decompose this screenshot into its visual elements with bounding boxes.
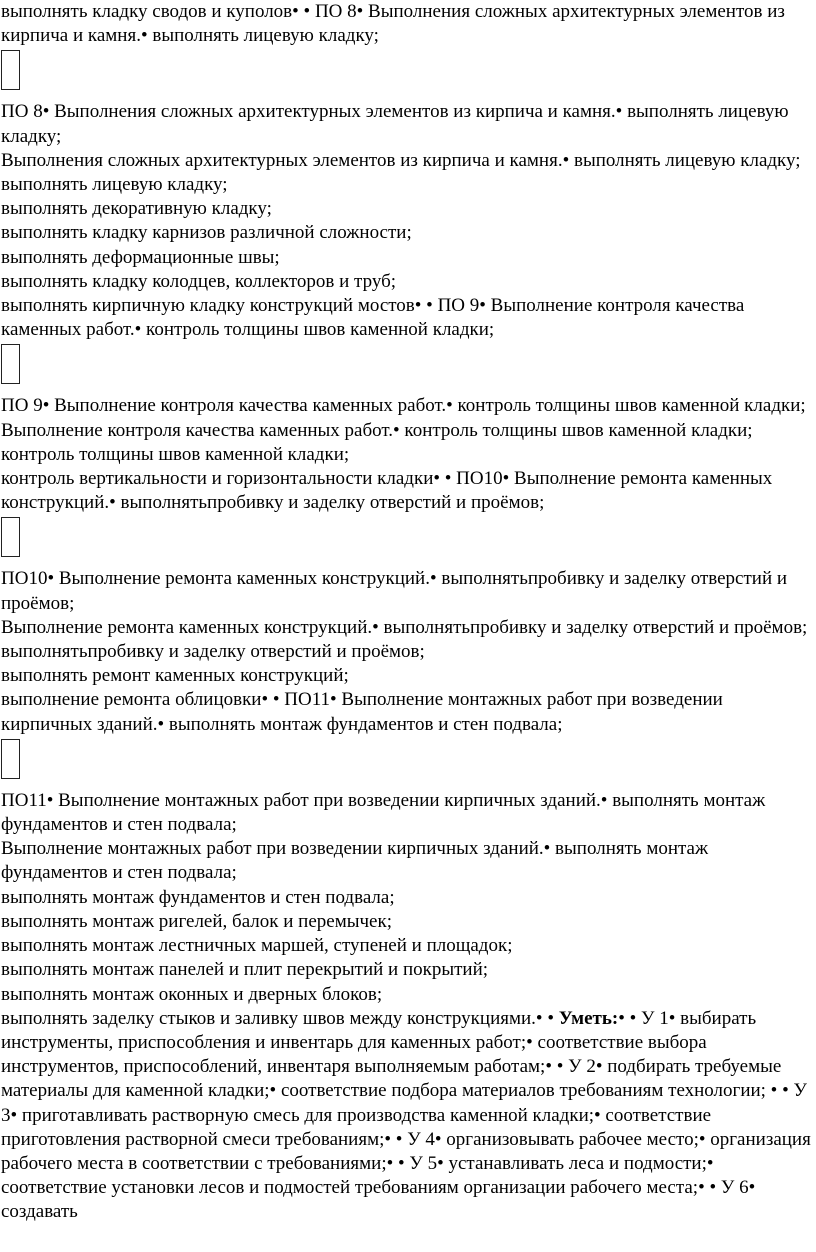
paragraph: Выполнения сложных архитектурных элементов из кирпича и камня.• выполнять лицевую кладку; <box>1 149 801 171</box>
paragraph: выполнятьпробивку и заделку отверстий и проёмов; <box>1 641 425 663</box>
paragraph: выполнять кладку сводов и куполов• • ПО 8• Выполнения сложных архитектурных элементов из кирпича и камня.• выполнять лицевую кладку; <box>1 1 785 47</box>
paragraph: Выполнение монтажных работ при возведении кирпичных зданий.• выполнять монтаж фундаментов и стен подвала; <box>1 838 709 884</box>
empty-checkbox[interactable] <box>1 344 20 384</box>
checkbox-container <box>1 515 815 567</box>
paragraph: выполнять монтаж фундаментов и стен подвала; <box>1 886 395 908</box>
paragraph: ПО 8• Выполнения сложных архитектурных элементов из кирпича и камня.• выполнять лицевую кладку; <box>1 101 789 147</box>
paragraph: выполнение ремонта облицовки• • ПО11• Выполнение монтажных работ при возведении кирпичных зданий.• выполнять монтаж фундаментов и стен подвала; <box>1 689 723 735</box>
paragraph: выполнять кирпичную кладку конструкций мостов• • ПО 9• Выполнение контроля качества каменных работ.• контроль толщины швов каменной кладки; <box>1 295 745 341</box>
paragraph: выполнять монтаж ригелей, балок и перемычек; <box>1 910 392 932</box>
paragraph: выполнять лицевую кладку; <box>1 174 228 196</box>
paragraph: Выполнение ремонта каменных конструкций.• выполнятьпробивку и заделку отверстий и проёмов; <box>1 616 808 638</box>
paragraph: выполнять ремонт каменных конструкций; <box>1 665 349 687</box>
paragraph: выполнять кладку колодцев, коллекторов и труб; <box>1 270 397 292</box>
paragraph: выполнять декоративную кладку; <box>1 198 272 220</box>
paragraph-text: • • У 1• выбирать инструменты, приспособления и инвентарь для каменных работ;• соответствие выбора инструментов, приспособлений, инвентаря выполняемым работам;• • У 2• подбирать требуемые материалы для каменной кладки;• соответствие подбора материалов требованиям технологии; • • У 3• приготавливать растворную смесь для производства каменной кладки;• соответствие приготовления растворной смеси требованиям;• • У 4• организовывать рабочее место;• организация рабочего места в соответствии с требованиями;• • У 5• устанавливать леса и подмости;• соответствие установки лесов и подмостей требованиям организации рабочего места;• • У 6• создавать <box>1 1007 811 1223</box>
paragraph: Выполнение контроля качества каменных работ.• контроль толщины швов каменной кладки; <box>1 419 753 441</box>
paragraph: выполнять монтаж оконных и дверных блоков; <box>1 983 383 1005</box>
empty-checkbox[interactable] <box>1 517 20 557</box>
paragraph: ПО 9• Выполнение контроля качества каменных работ.• контроль толщины швов каменной кладки; <box>1 395 806 417</box>
paragraph: ПО11• Выполнение монтажных работ при возведении кирпичных зданий.• выполнять монтаж фундаментов и стен подвала; <box>1 789 766 836</box>
skills-heading: Уметь: <box>558 1007 619 1029</box>
paragraph-skills <box>1 1007 815 1225</box>
paragraph: контроль вертикальности и горизонтальности кладки• • ПО10• Выполнение ремонта каменных конструкций.• выполнятьпробивку и заделку отверстий и проёмов; <box>1 468 773 514</box>
checkbox-container <box>1 48 815 100</box>
paragraph: выполнять монтаж панелей и плит перекрытий и покрытий; <box>1 959 489 981</box>
paragraph-text: выполнять заделку стыков и заливку швов между конструкциями.• • <box>1 1007 559 1029</box>
checkbox-container <box>1 737 815 789</box>
empty-checkbox[interactable] <box>1 739 20 779</box>
empty-checkbox[interactable] <box>1 50 20 90</box>
paragraph: контроль толщины швов каменной кладки; <box>1 443 350 465</box>
checkbox-container <box>1 342 815 394</box>
paragraph: ПО10• Выполнение ремонта каменных конструкций.• выполнятьпробивку и заделку отверстий и проёмов; <box>1 568 788 614</box>
paragraph: выполнять деформационные швы; <box>1 246 280 268</box>
paragraph: выполнять кладку карнизов различной сложности; <box>1 222 412 244</box>
paragraph: выполнять монтаж лестничных маршей, ступеней и площадок; <box>1 935 513 957</box>
